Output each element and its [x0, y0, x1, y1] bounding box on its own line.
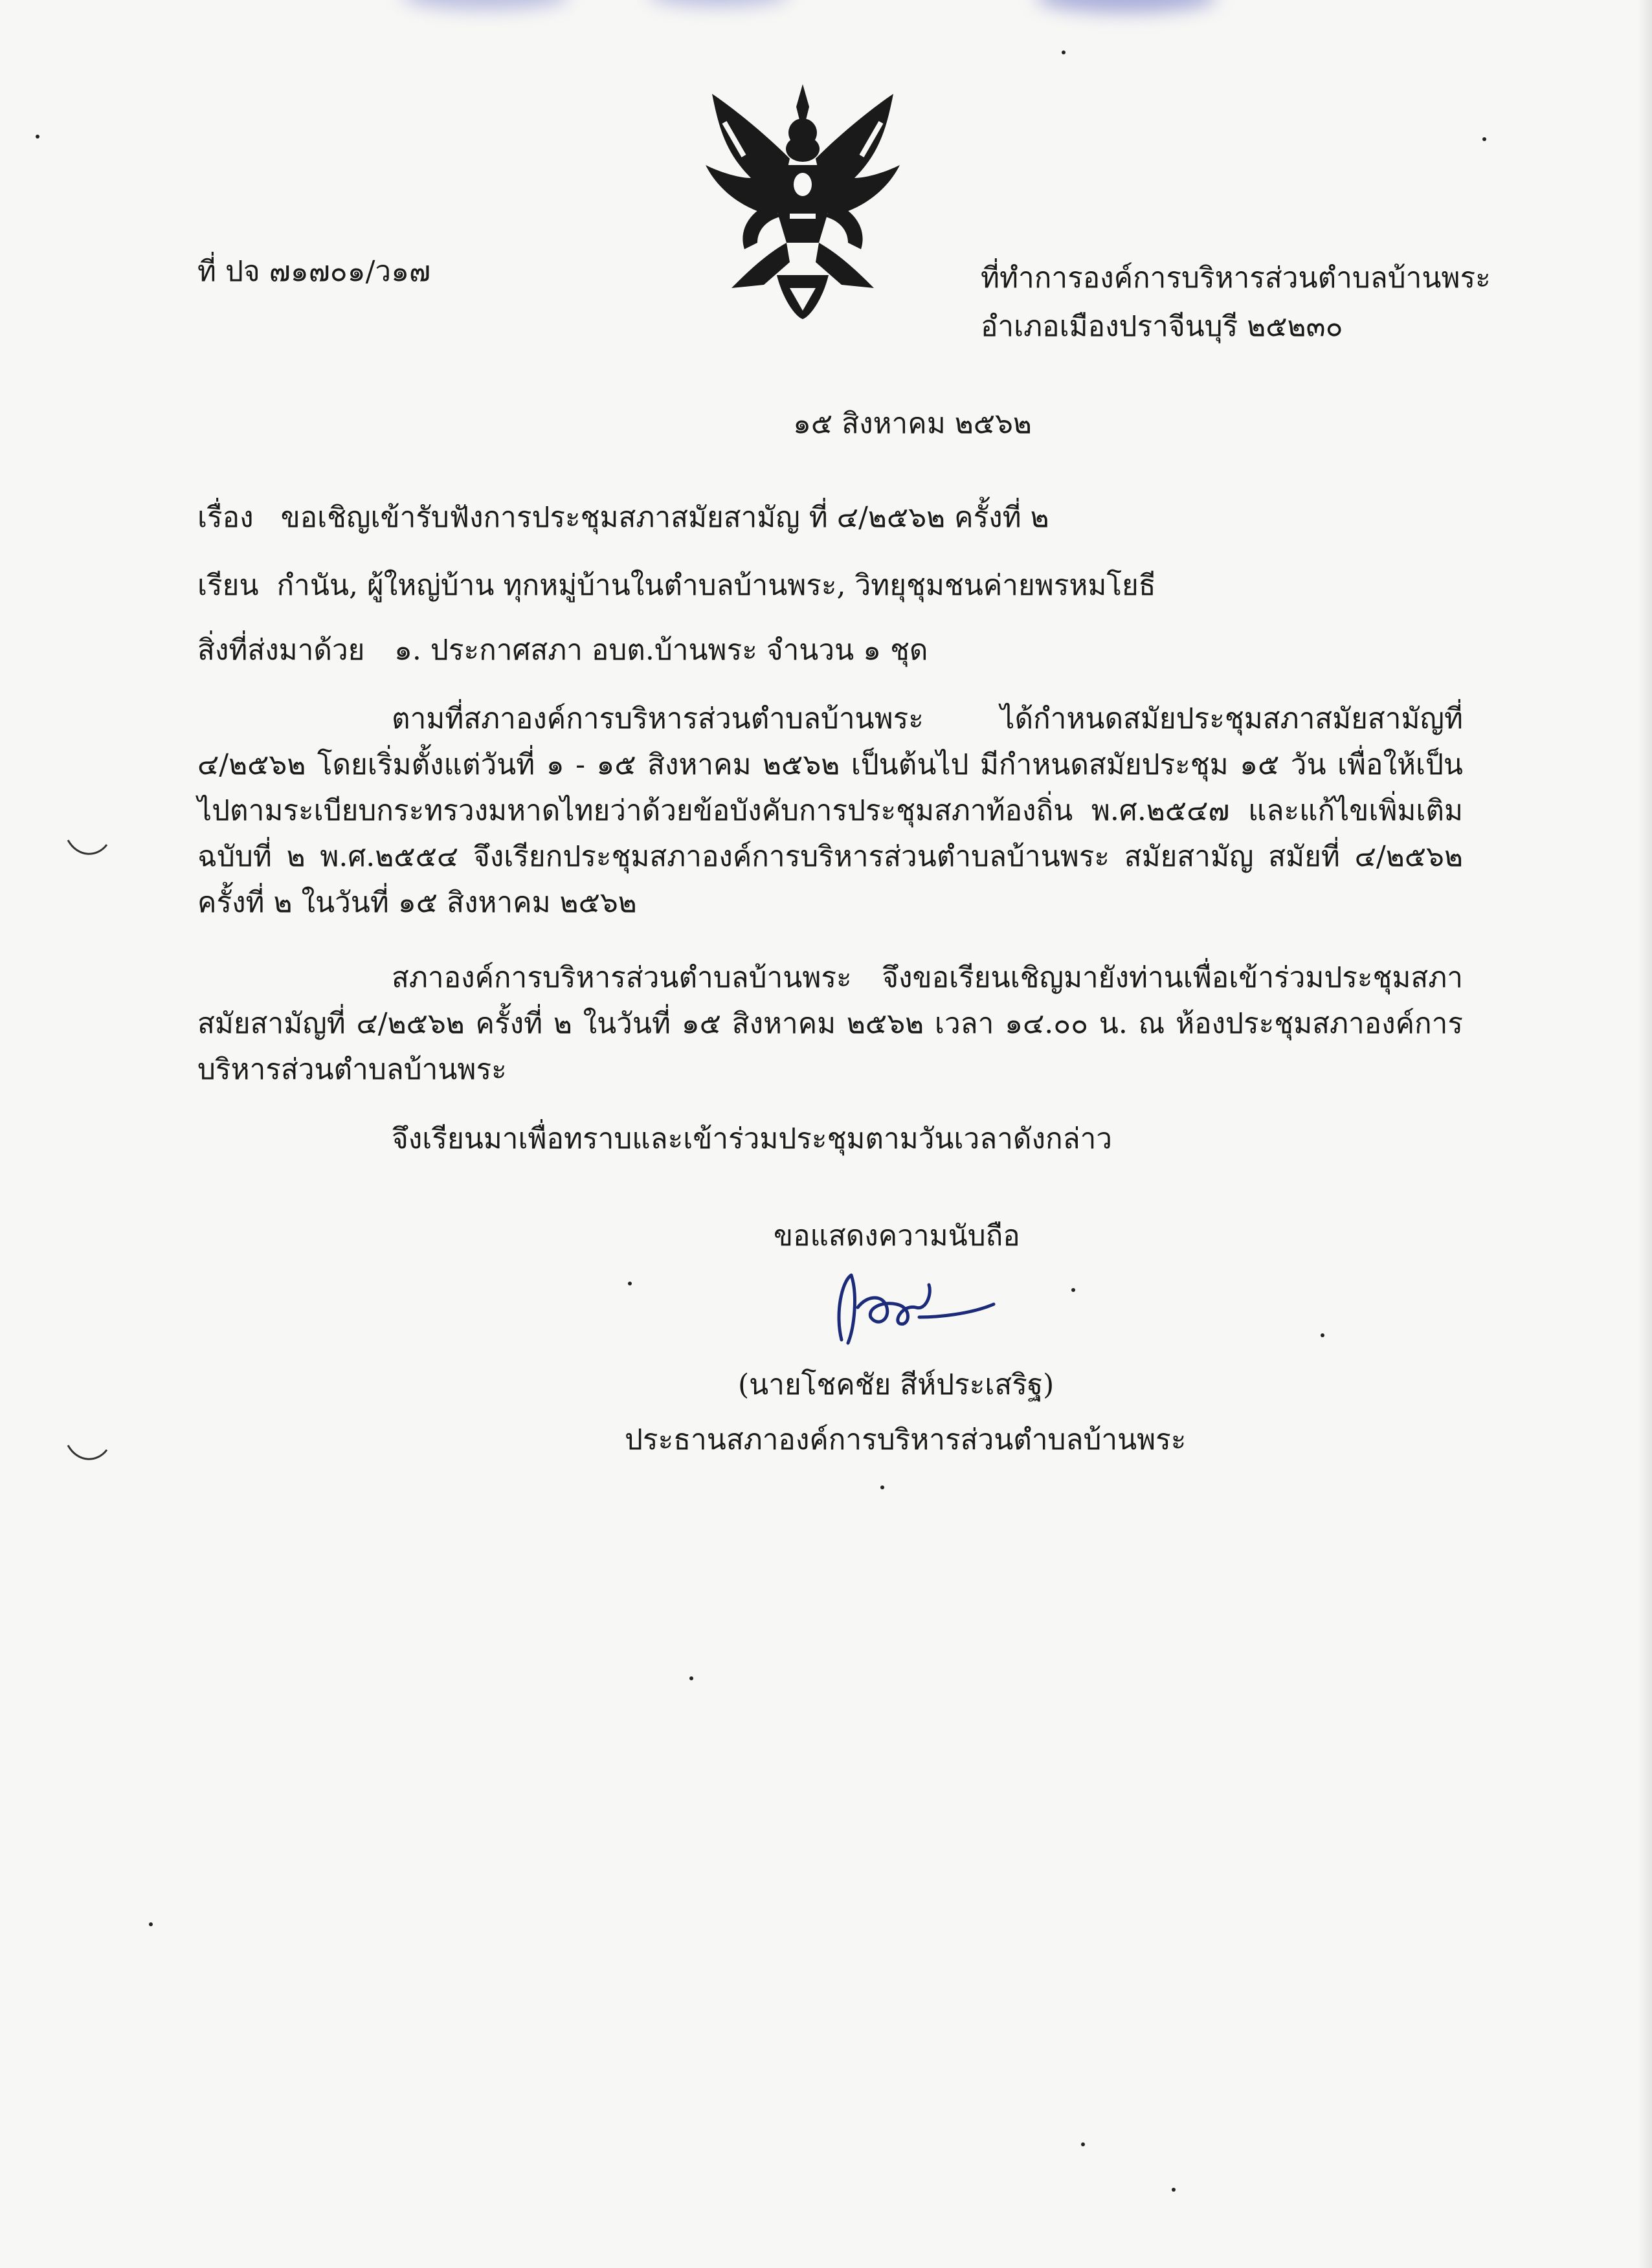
subject-text: ขอเชิญเข้ารับฟังการประชุมสภาสมัยสามัญ ที่ ๔/๒๕๖๒ ครั้งที่ ๒: [280, 501, 1049, 534]
punch-mark: [65, 1440, 110, 1466]
scan-speck: [628, 1282, 632, 1285]
signer-title: ประธานสภาองค์การบริหารส่วนตำบลบ้านพระ: [625, 1423, 1187, 1456]
scan-speck: [880, 1485, 884, 1489]
office-address-line2: อำเภอเมืองปราจีนบุรี ๒๕๒๓๐: [981, 310, 1343, 343]
recipient-line: [197, 566, 1156, 605]
scan-speck: [1071, 1288, 1075, 1292]
body-paragraph-3: จึงเรียนมาเพื่อทราบและเข้าร่วมประชุมตามวันเวลาดังกล่าว: [392, 1122, 1112, 1155]
letter-date: ๑๕ สิงหาคม ๒๕๖๒: [793, 407, 1032, 440]
closing-phrase: ขอแสดงความนับถือ: [774, 1219, 1020, 1252]
recipient-label: เรียน: [197, 569, 259, 602]
scan-speck: [1062, 50, 1066, 54]
reference-number: ที่ ปจ ๗๑๗๐๑/ว๑๗: [197, 255, 431, 288]
scan-speck: [1172, 2188, 1176, 2192]
punch-mark: [65, 835, 110, 861]
scan-blot: [647, 0, 790, 6]
recipient-text: กำนัน, ผู้ใหญ่บ้าน ทุกหมู่บ้านในตำบลบ้านพระ, วิทยุชุมชนค่ายพรหมโยธี: [276, 569, 1156, 602]
body-paragraph-1: ตามที่สภาองค์การบริหารส่วนตำบลบ้านพระ ได้กำหนดสมัยประชุมสภาสมัยสามัญที่ ๔/๒๕๖๒ โดยเริ่มตั้งแต่วันที่ ๑ - ๑๕ สิงหาคม ๒๕๖๒ เป็นต้นไป มีกำหนดสมัยประชุม ๑๕ วัน เพื่อให้เป็นไปตามระเบียบกระทรวงมหาดไทยว่าด้วยข้อบังคับการประชุมสภาท้องถิ่น พ.ศ.๒๕๔๗ และแก้ไขเพิ่มเติมฉบับที่ ๒ พ.ศ.๒๕๕๔ จึงเรียกประชุมสภาองค์การบริหารส่วนตำบลบ้านพระ สมัยสามัญ สมัยที่ ๔/๒๕๖๒ ครั้งที่ ๒ ในวันที่ ๑๕ สิงหาคม ๒๕๖๒: [197, 702, 1463, 919]
scan-edge: [1638, 0, 1652, 2268]
scan-blot: [1036, 0, 1217, 13]
scan-speck: [689, 1676, 693, 1680]
scan-speck: [1081, 2142, 1085, 2146]
enclosure-line: [197, 631, 928, 670]
enclosure-text: ๑. ประกาศสภา อบต.บ้านพระ จำนวน ๑ ชุด: [394, 634, 928, 667]
handwritten-signature: [822, 1256, 1016, 1353]
garuda-emblem-icon: [693, 81, 913, 320]
subject-label: เรื่อง: [197, 501, 254, 534]
body-paragraph-2: สภาองค์การบริหารส่วนตำบลบ้านพระ จึงขอเรียนเชิญมายังท่านเพื่อเข้าร่วมประชุมสภาสมัยสามัญที่ ๔/๒๕๖๒ ครั้งที่ ๒ ในวันที่ ๑๕ สิงหาคม ๒๕๖๒ เวลา ๑๔.๐๐ น. ณ ห้องประชุมสภาองค์การบริหารส่วนตำบลบ้านพระ: [197, 961, 1463, 1086]
scan-speck: [1482, 137, 1486, 141]
enclosure-label: สิ่งที่ส่งมาด้วย: [197, 634, 365, 667]
office-address-line1: ที่ทำการองค์การบริหารส่วนตำบลบ้านพระ: [981, 261, 1491, 295]
scan-blot: [401, 0, 570, 10]
signer-name: (นายโชคชัย สีห์ประเสริฐ): [738, 1368, 1055, 1401]
scan-speck: [149, 1922, 153, 1926]
scan-speck: [1321, 1333, 1324, 1337]
subject-line: [197, 498, 1049, 537]
scan-speck: [36, 135, 39, 139]
